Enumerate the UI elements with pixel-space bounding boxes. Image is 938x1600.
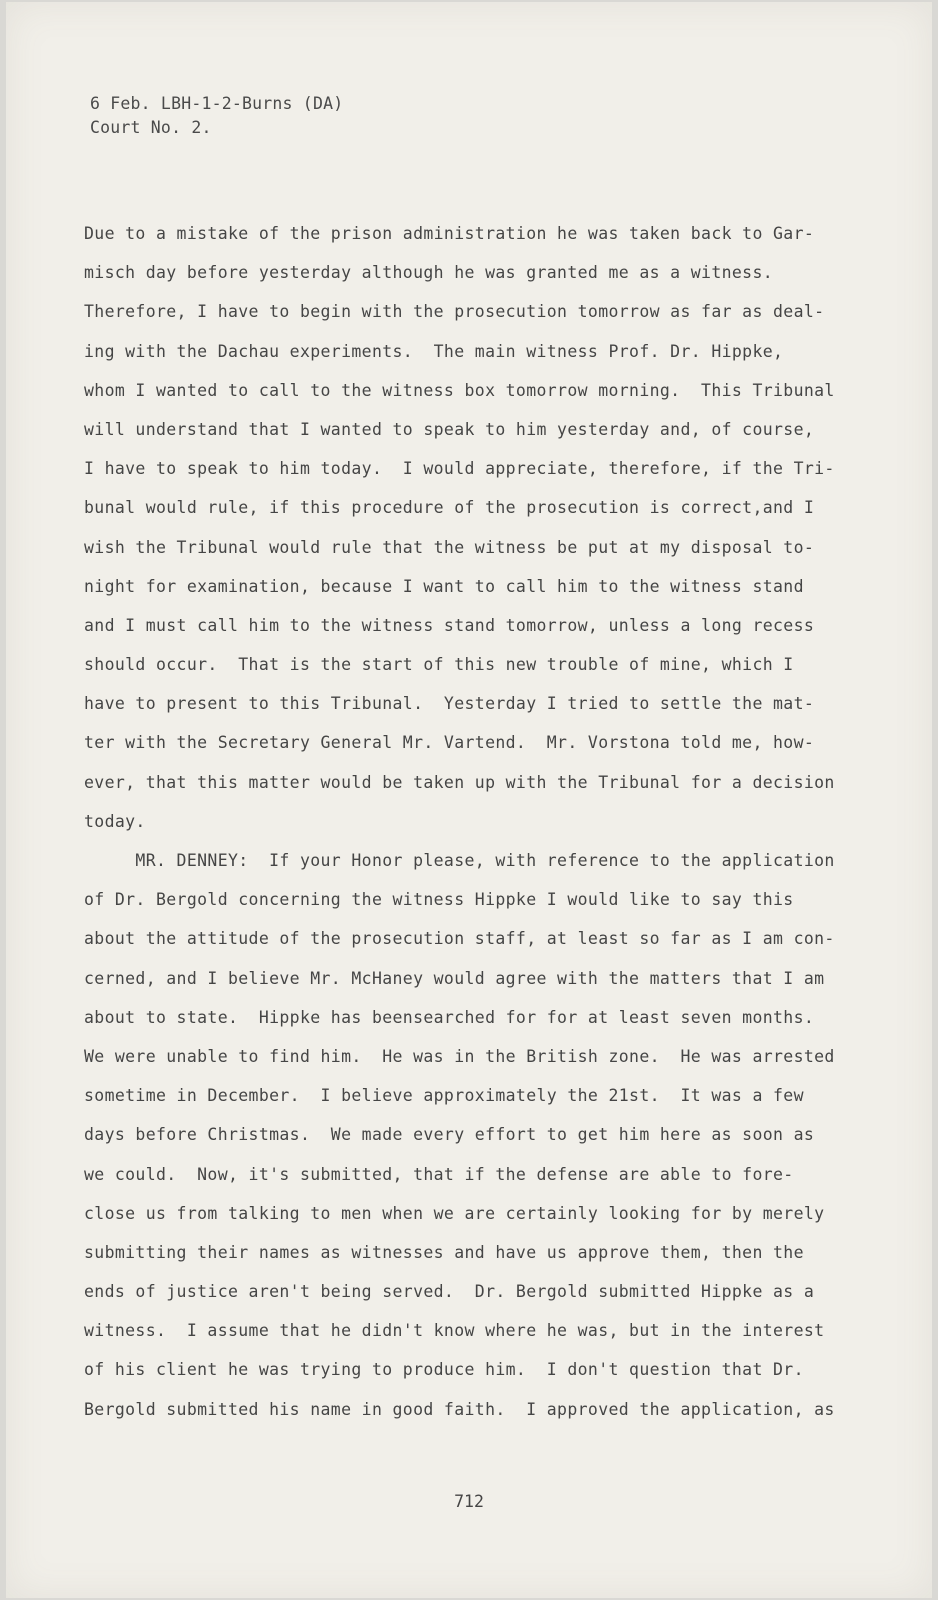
text-line: ends of justice aren't being served. Dr. Bergold submitted Hippke as a bbox=[84, 1282, 815, 1302]
text-line: of Dr. Bergold concerning the witness Hippke I would like to say this bbox=[84, 890, 794, 910]
document-page bbox=[6, 2, 932, 1598]
text-line: will understand that I wanted to speak to him yesterday and, of course, bbox=[84, 419, 815, 439]
text-line: of his client he was trying to produce him. I don't question that Dr. bbox=[84, 1360, 804, 1380]
text-line: Therefore, I have to begin with the prosecution tomorrow as far as deal- bbox=[84, 302, 825, 322]
text-line: days before Christmas. We made every effort to get him here as soon as bbox=[84, 1125, 815, 1145]
text-line: should occur. That is the start of this new trouble of mine, which I bbox=[84, 655, 794, 675]
text-line: cerned, and I believe Mr. McHaney would agree with the matters that I am bbox=[84, 968, 825, 988]
text-line: sometime in December. I believe approximately the 21st. It was a few bbox=[84, 1086, 804, 1106]
text-line: whom I wanted to call to the witness box tomorrow morning. This Tribunal bbox=[84, 380, 835, 400]
text-line: have to present to this Tribunal. Yesterday I tried to settle the mat- bbox=[84, 694, 815, 714]
text-line: about the attitude of the prosecution staff, at least so far as I am con- bbox=[84, 929, 835, 949]
header-court-line: Court No. 2. bbox=[90, 118, 212, 137]
text-line: close us from talking to men when we are certainly looking for by merely bbox=[84, 1203, 825, 1223]
text-line: We were unable to find him. He was in the British zone. He was arrested bbox=[84, 1046, 835, 1066]
text-line: we could. Now, it's submitted, that if the defense are able to fore- bbox=[84, 1164, 794, 1184]
text-line: Bergold submitted his name in good faith. I approved the application, as bbox=[84, 1399, 835, 1419]
header-session-line: 6 Feb. LBH-1-2-Burns (DA) bbox=[90, 94, 344, 113]
text-line: bunal would rule, if this procedure of the prosecution is correct,and I bbox=[84, 498, 815, 518]
text-line: ing with the Dachau experiments. The main witness Prof. Dr. Hippke, bbox=[84, 341, 784, 361]
text-line: night for examination, because I want to call him to the witness stand bbox=[84, 576, 804, 596]
text-line: MR. DENNEY: If your Honor please, with reference to the application bbox=[84, 851, 835, 870]
text-line: I have to speak to him today. I would appreciate, therefore, if the Tri- bbox=[84, 459, 835, 479]
text-line: submitting their names as witnesses and have us approve them, then the bbox=[84, 1242, 804, 1262]
text-line: about to state. Hippke has beensearched for for at least seven months. bbox=[84, 1007, 815, 1027]
text-line: misch day before yesterday although he was granted me as a witness. bbox=[84, 263, 774, 283]
text-line: witness. I assume that he didn't know where he was, but in the interest bbox=[84, 1321, 825, 1341]
text-line: wish the Tribunal would rule that the witness be put at my disposal to- bbox=[84, 537, 815, 557]
text-line: ever, that this matter would be taken up with the Tribunal for a decision bbox=[84, 772, 835, 792]
text-line: Due to a mistake of the prison administration he was taken back to Gar- bbox=[84, 224, 815, 243]
text-line: today. bbox=[84, 811, 146, 831]
document-header bbox=[90, 92, 343, 140]
transcript-body bbox=[84, 214, 864, 1429]
page-number: 712 bbox=[454, 1492, 484, 1511]
text-line: and I must call him to the witness stand tomorrow, unless a long recess bbox=[84, 615, 815, 635]
text-line: ter with the Secretary General Mr. Vartend. Mr. Vorstona told me, how- bbox=[84, 733, 815, 753]
